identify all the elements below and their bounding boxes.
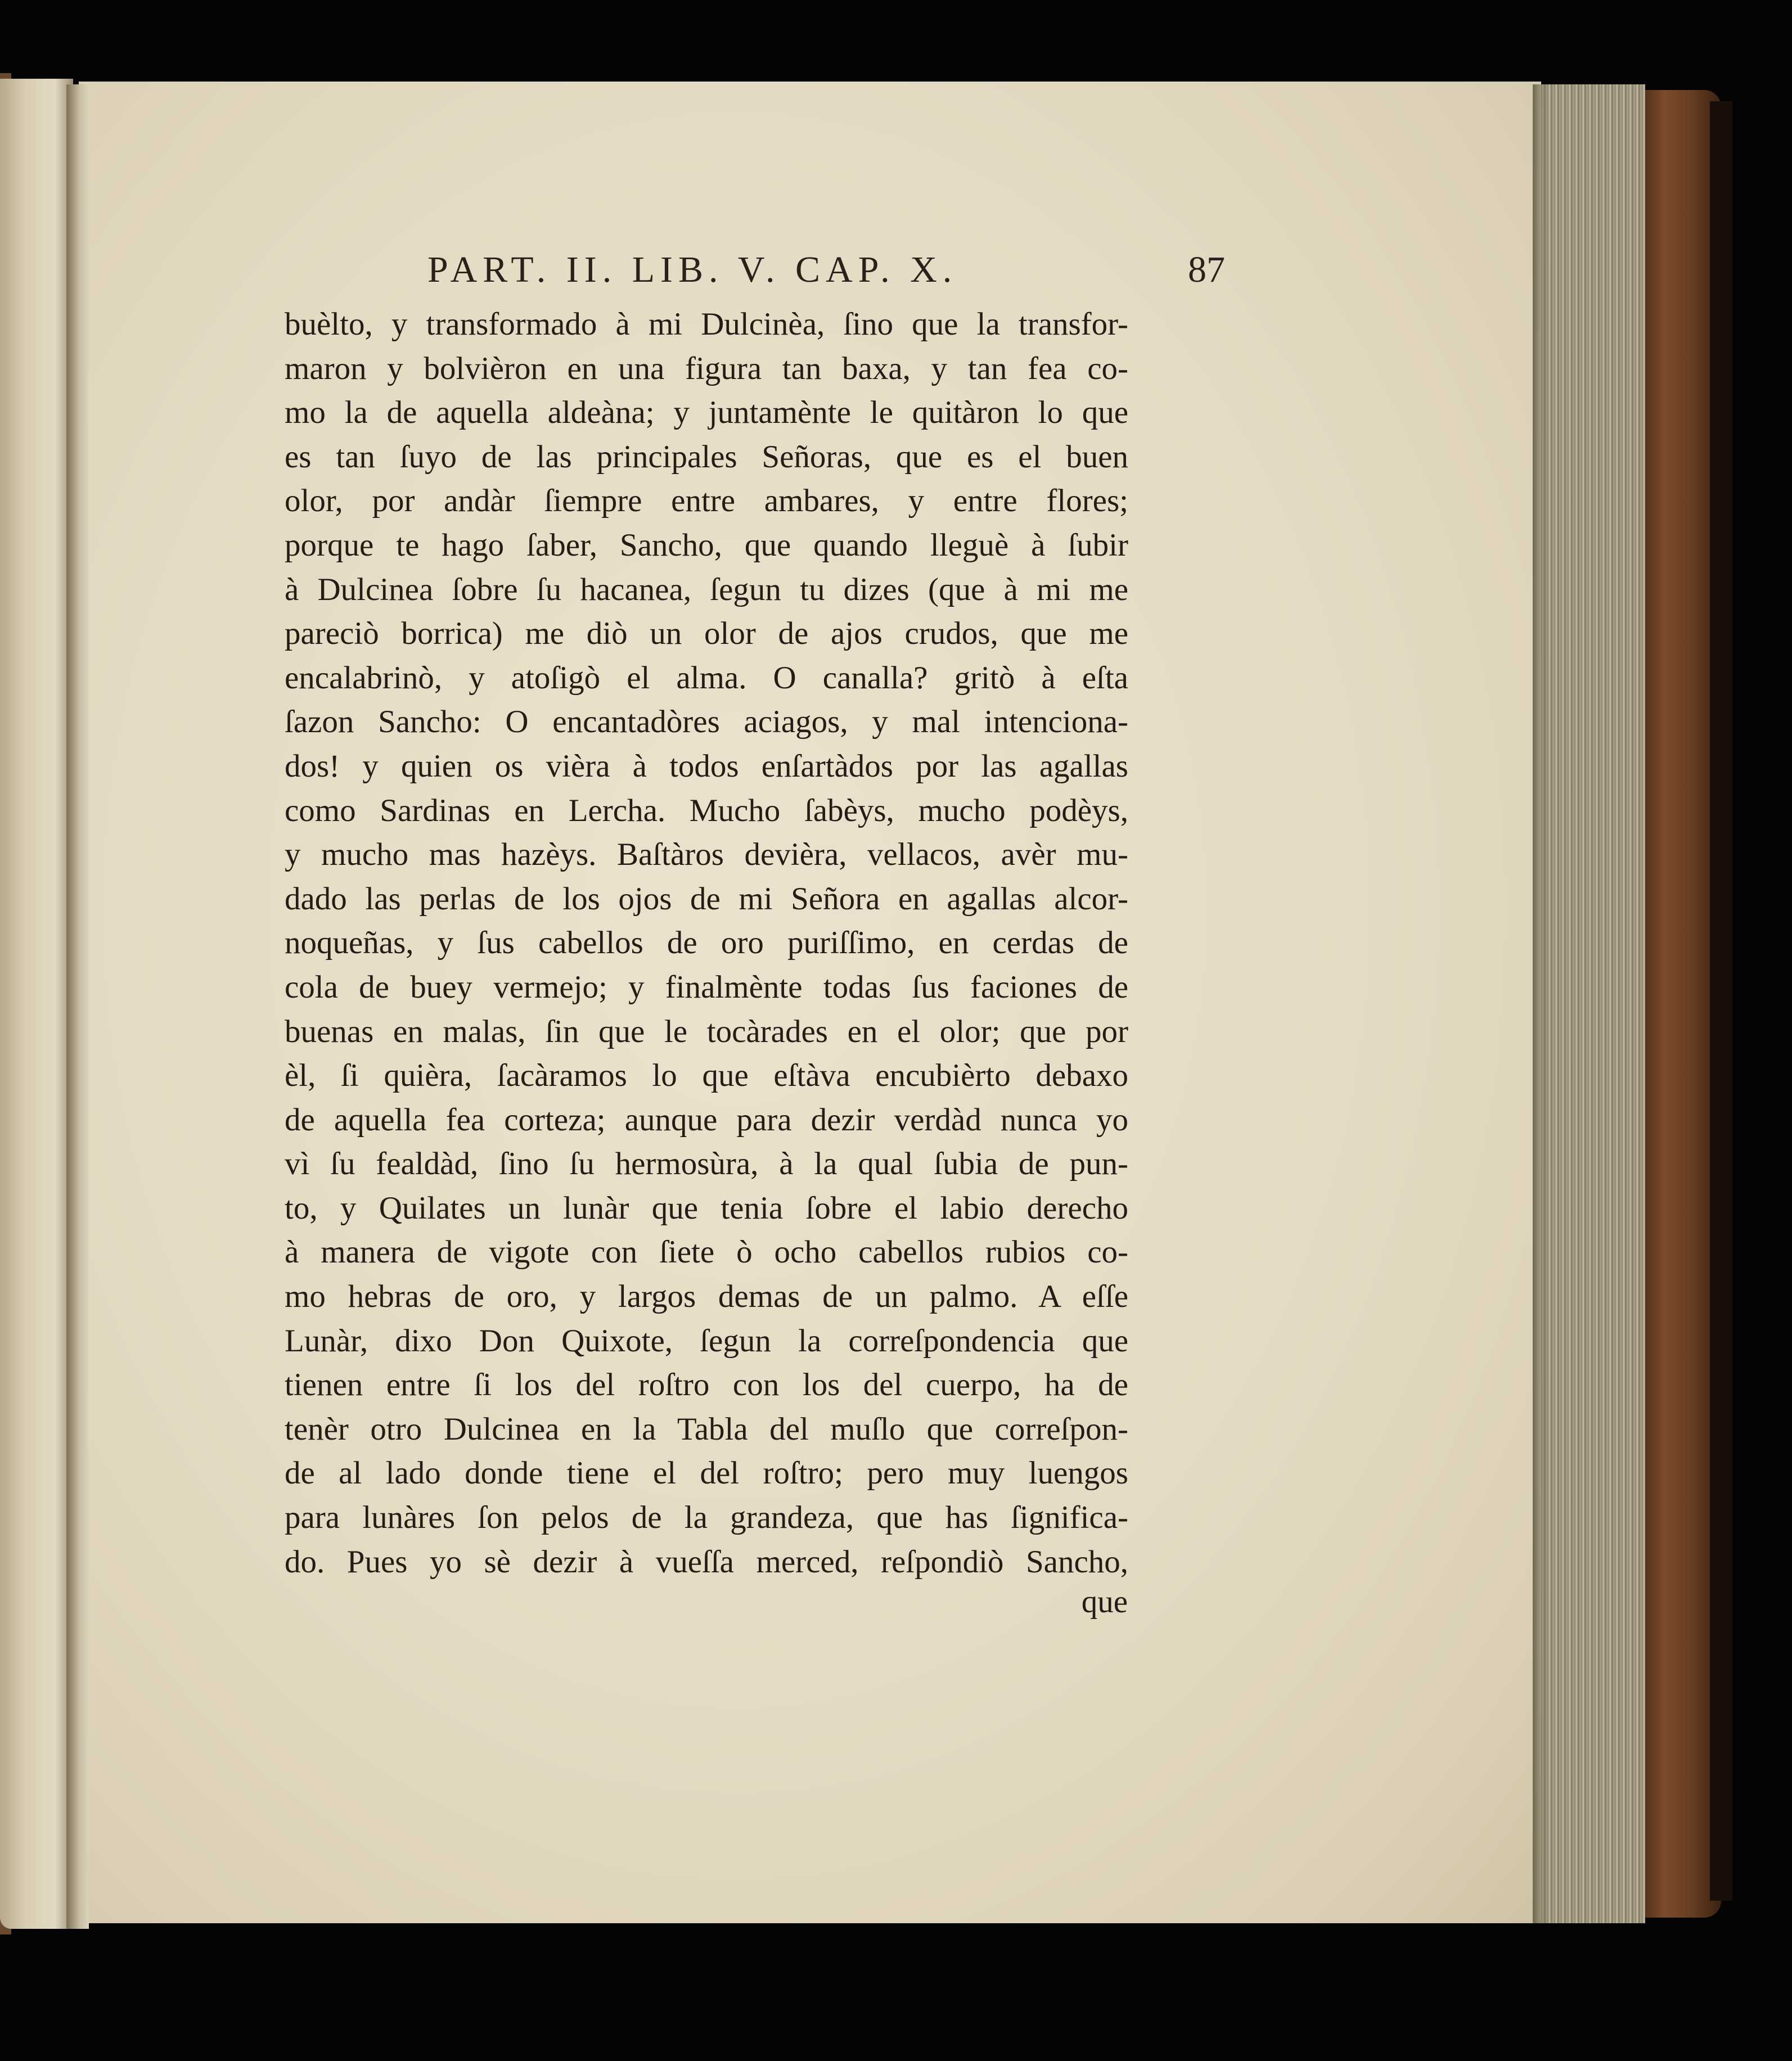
text-line: cola de buey vermejo; y finalmènte todas ſus faciones de: [285, 969, 1128, 1005]
text-line: ſazon Sancho: O encantadòres aciagos, y mal intenciona-: [285, 704, 1128, 740]
text-line: à Dulcinea ſobre ſu hacanea, ſegun tu dizes (que à mi me: [285, 571, 1128, 607]
catchword: que: [1081, 1584, 1128, 1620]
text-line: tienen entre ſi los del roſtro con los del cuerpo, ha de: [285, 1367, 1128, 1403]
text-line: pareciò borrica) me diò un olor de ajos crudos, que me: [285, 616, 1128, 652]
running-head: PART. II. LIB. V. CAP. X.: [427, 249, 958, 290]
text-line: do. Pues yo sè dezir à vueſſa merced, reſpondiò Sancho,: [285, 1544, 1128, 1580]
right-cover-shadow: [1710, 101, 1732, 1901]
text-line: à manera de vigote con ſiete ò ocho cabellos rubios co-: [285, 1234, 1128, 1270]
text-line: para lunàres ſon pelos de la grandeza, que has ſignifica-: [285, 1500, 1128, 1536]
text-line: mo la de aquella aldeàna; y juntamènte le quitàron lo que: [285, 395, 1128, 431]
text-line: como Sardinas en Lercha. Mucho ſabèys, mucho podèys,: [285, 792, 1128, 828]
text-line: tenèr otro Dulcinea en la Tabla del muſlo que correſpon-: [285, 1411, 1128, 1447]
page-number: 87: [1188, 249, 1225, 290]
text-line: maron y bolvièron en una figura tan baxa, y tan fea co-: [285, 350, 1128, 386]
right-cover: [1640, 90, 1721, 1918]
text-line: dado las perlas de los ojos de mi Señora en agallas alcor-: [285, 881, 1128, 917]
text-line: buèlto, y transformado à mi Dulcinèa, ſino que la transfor-: [285, 306, 1128, 342]
text-line: vì ſu fealdàd, ſino ſu hermosùra, à la qual ſubia de pun-: [285, 1146, 1128, 1182]
text-line: es tan ſuyo de las principales Señoras, que es el buen: [285, 439, 1128, 475]
text-line: dos! y quien os vièra à todos enſartàdos por las agallas: [285, 748, 1128, 784]
text-line: buenas en malas, ſin que le tocàrades en el olor; que por: [285, 1013, 1128, 1049]
text-line: porque te hago ſaber, Sancho, que quando lleguè à ſubir: [285, 527, 1128, 563]
text-line: de al lado donde tiene el del roſtro; pero muy luengos: [285, 1455, 1128, 1491]
left-page-edge: [0, 79, 73, 1929]
text-line: de aquella fea corteza; aunque para dezir verdàd nunca yo: [285, 1102, 1128, 1138]
page-edge-shadow: [1533, 84, 1550, 1923]
text-line: mo hebras de oro, y largos demas de un palmo. A eſſe: [285, 1279, 1128, 1315]
spine-gutter: [66, 84, 89, 1929]
text-line: Lunàr, dixo Don Quixote, ſegun la correſpondencia que: [285, 1323, 1128, 1359]
text-line: encalabrinò, y atoſigò el alma. O canalla? gritò à eſta: [285, 660, 1128, 696]
text-line: èl, ſi quièra, ſacàramos lo que eſtàva encubièrto debaxo: [285, 1058, 1128, 1094]
text-line: y mucho mas hazèys. Baſtàros devièra, vellacos, avèr mu-: [285, 837, 1128, 873]
text-line: olor, por andàr ſiempre entre ambares, y entre flores;: [285, 483, 1128, 519]
text-line: to, y Quilates un lunàr que tenia ſobre el labio derecho: [285, 1190, 1128, 1226]
body-text: [285, 303, 1128, 1584]
page-edges: [1533, 84, 1645, 1923]
text-line: noqueñas, y ſus cabellos de oro puriſſimo, en cerdas de: [285, 925, 1128, 961]
